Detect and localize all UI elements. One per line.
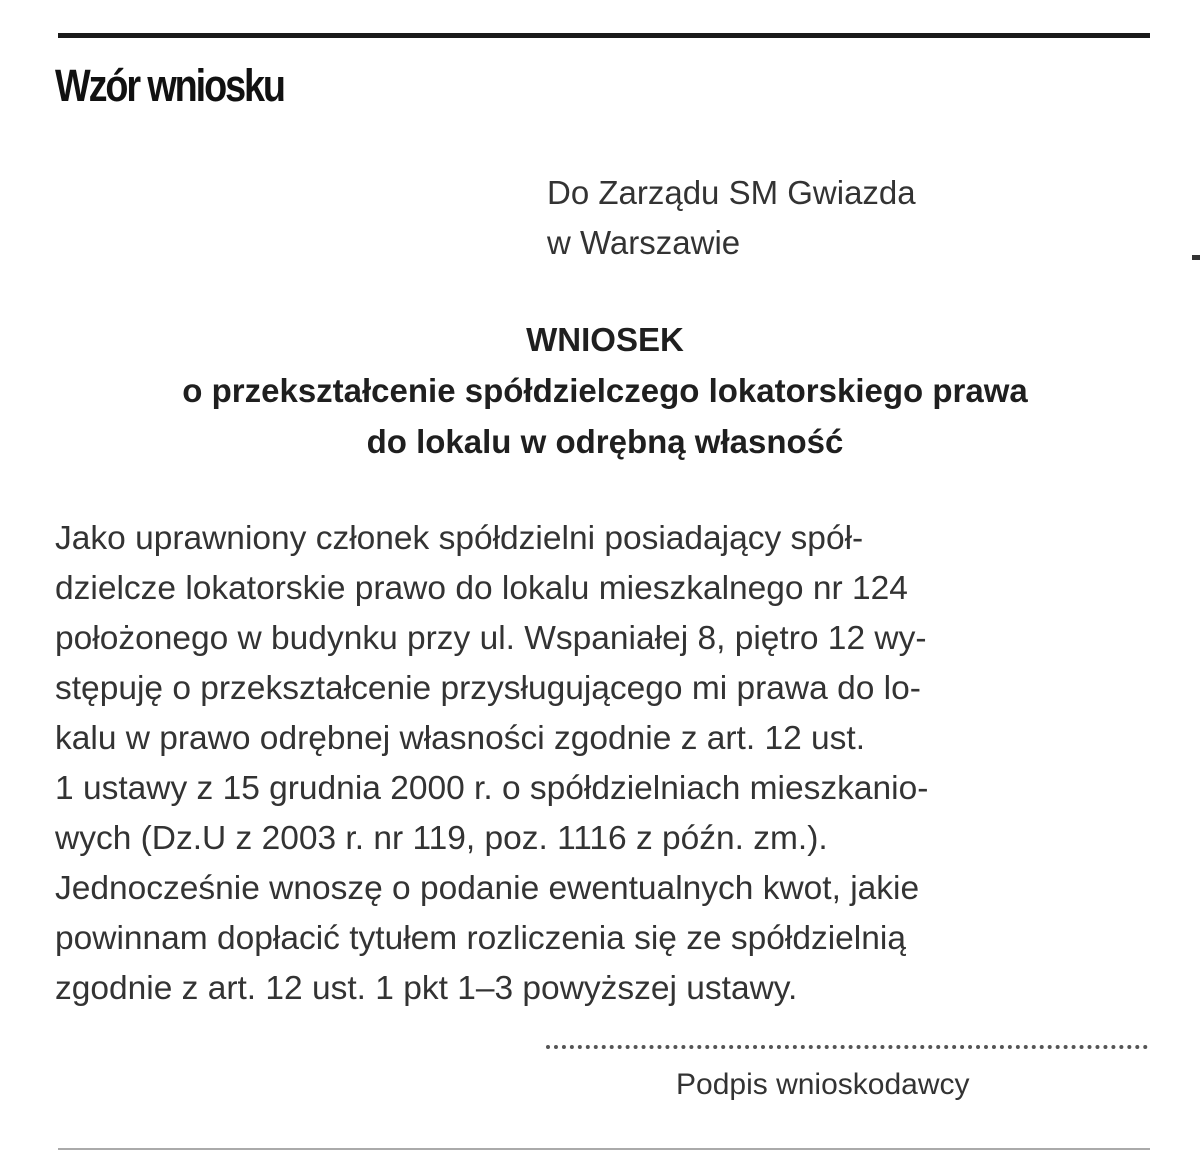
- body-line: zgodnie z art. 12 ust. 1 pkt 1–3 powyższej ustawy.: [55, 970, 798, 1007]
- bottom-rule: [58, 1148, 1150, 1150]
- body-line: dzielcze lokatorskie prawo do lokalu mieszkalnego nr 124: [55, 570, 908, 607]
- body-line: położonego w budynku przy ul. Wspaniałej 8, piętro 12 wy-: [55, 620, 927, 657]
- signature-line: [546, 1045, 1148, 1049]
- addressee-block: [547, 168, 916, 268]
- edge-mark: [1192, 255, 1200, 260]
- body-line: Jednocześnie wnoszę o podanie ewentualnych kwot, jakie: [55, 870, 920, 907]
- addressee-line: w Warszawie: [547, 224, 741, 261]
- body-line: stępuję o przekształcenie przysługującego mi prawa do lo-: [55, 670, 921, 707]
- application-title-line: do lokalu w odrębną własność: [366, 423, 844, 460]
- page-title: Wzór wniosku: [55, 60, 284, 111]
- body-line: powinnam dopłacić tytułem rozliczenia się ze spółdzielnią: [55, 920, 906, 957]
- body-line: kalu w prawo odrębnej własności zgodnie z art. 12 ust.: [55, 720, 866, 757]
- application-body: [55, 514, 928, 1014]
- application-title: [55, 314, 1155, 467]
- body-line: 1 ustawy z 15 grudnia 2000 r. o spółdzielniach mieszkanio-: [55, 770, 929, 807]
- application-title-line: o przekształcenie spółdzielczego lokatorskiego prawa: [182, 372, 1028, 409]
- body-line: wych (Dz.U z 2003 r. nr 119, poz. 1116 z późn. zm.).: [55, 820, 828, 857]
- top-rule: [58, 33, 1150, 38]
- body-line: Jako uprawniony członek spółdzielni posiadający spół-: [55, 520, 864, 557]
- addressee-line: Do Zarządu SM Gwiazda: [547, 174, 916, 211]
- signature-label: Podpis wnioskodawcy: [676, 1068, 970, 1101]
- application-title-line: WNIOSEK: [526, 321, 684, 358]
